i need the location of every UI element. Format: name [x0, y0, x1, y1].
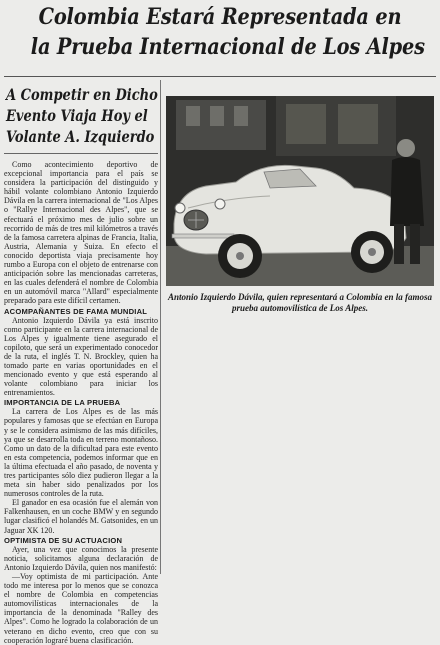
section-heading: ACOMPAÑANTES DE FAMA MUNDIAL [4, 306, 148, 316]
section-heading: IMPORTANCIA DE LA PRUEBA [4, 398, 121, 408]
subheadline-line-1: A Competir en Dicho [6, 85, 158, 104]
article-paragraph: La carrera de Los Alpes es de las más populares y famosas que se efectúan en Europa y se le considera asimismo de las más difíciles, ya que se desarrolla toda en terreno montañoso. Como un dato de la dificultad para este evento en esta competencia, podemos informar que en la última efectuada el año pasado, de noventa y tres participantes sólo diez pudieron llegar a la meta sin haber sido penalizados por los numerosos controles de la ruta. [4, 407, 158, 499]
article-paragraph: Ayer, una vez que conocimos la presente noticia, solicitamos alguna declaración de Antonio Izquierdo Dávila, quien nos manifestó: [4, 544, 158, 572]
article-paragraph: El ganador en esa ocasión fue el alemán von Falkenhausen, en un coche BMW y en segundo lugar clasificó el holandés M. Gatsonides, en un Jaguar XK 120. [4, 498, 158, 535]
subheadline-line-3: Volante A. Izquierdo [6, 127, 155, 146]
headline-line-1: Colombia Estará Representada en [38, 4, 402, 30]
headline-rule [4, 76, 436, 77]
article-paragraph: —Voy optimista de mi participación. Ante todo me interesa por lo menos que se conozca el nombre de Colombia en competencias automovilísticas internacionales de la importancia de la denominada "Ralley des Alpes". Como he logrado la colaboración de un veterano en dicho evento, creo que con su cooperación lograré buena clasificación. [4, 571, 158, 645]
headline-line-2: la Prueba Internacional de Los Alpes [30, 34, 425, 60]
subheadline-rule [4, 153, 158, 154]
headline [30, 2, 425, 62]
photo-caption: Antonio Izquierdo Dávila, quien representará a Colombia en la famosa prueba automovilística de Los Alpes. [167, 292, 433, 313]
article-paragraph: Antonio Izquierdo Dávila ya está inscrito como participante en la carrera internacional de Los Alpes y igualmente tiene asegurado el copiloto, que será un experimentado conocedor de la ruta, el inglés T. N. Brockley, quien ha tomado parte en varias oportunidades en el mencionado evento y que está esperando al volante colombiano para iniciar los entrenamientos. [4, 315, 158, 398]
news-photo [166, 96, 434, 286]
sports-car-photo [166, 96, 434, 286]
article-paragraph: Como acontecimiento deportivo de excepcional importancia para el país se considera la participación del distinguido y hábil volante colombiano Antonio Izquierdo Dávila en la carrera internacional de "Los Alpes o "Rallye Internacional des Alpes", que se efectuará el próximo mes de julio sobre un recorrido de más de tres mil kilómetros a través de la famosa carretera alpinas de Francia, Italia, Austria, Alemania y Suiza. En efecto el conocido deportista viaja precisamente hoy rumbo a Europa con el objeto de entrenarse con anticipación sobre las mencionadas carreteras, en las cuales defenderá el nombre de Colombia en un automóvil marca "Allard" especialmente preparado para este difícil certamen. [4, 160, 158, 306]
subheadline [6, 84, 158, 147]
section-heading: OPTIMISTA DE SU ACTUACION [4, 535, 123, 545]
subheadline-line-2: Evento Viaja Hoy el [6, 106, 148, 125]
article-column [4, 80, 158, 645]
column-rule [160, 80, 161, 574]
